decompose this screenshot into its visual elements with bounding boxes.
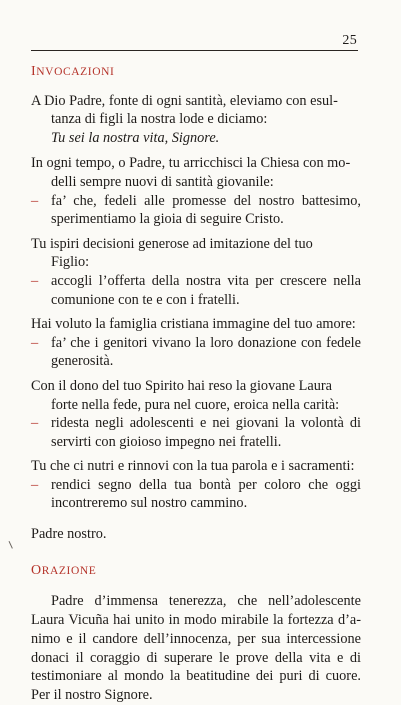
opening-line-1: A Dio Padre, fonte di ogni santità, eleviamo con esul- (31, 92, 338, 109)
orazione-heading: ORAZIONE (31, 562, 97, 578)
intro-first-line: In ogni tempo, o Padre, tu arricchisci la Chiesa con mo- (31, 155, 351, 172)
dash-marker: – (31, 334, 39, 351)
intercession-intro (31, 377, 361, 414)
petition (31, 334, 361, 371)
dash-marker: – (31, 192, 39, 209)
intercession-intro (31, 154, 361, 191)
opening-invocation (31, 92, 361, 148)
petition (31, 414, 361, 451)
invocazioni-heading: INVOCAZIONI (31, 64, 115, 79)
intercession-intro (31, 235, 361, 272)
petition-text: fa’ che i genitori vivano la loro donazione con fedele generosità. (51, 334, 361, 370)
intercession-1 (31, 154, 361, 228)
petition (31, 272, 361, 309)
intercession-3 (31, 315, 361, 371)
intro-first-line: Tu che ci nutri e rinnovi con la tua parola e i sacramenti: (31, 458, 355, 475)
intercession-intro (31, 315, 361, 334)
petition (31, 476, 361, 513)
margin-mark (9, 539, 17, 548)
dash-marker: – (31, 272, 39, 289)
intro-first-line: Hai voluto la famiglia cristiana immagine del tuo amore: (31, 316, 356, 333)
response-text: Tu sei la nostra vita, Signore. (51, 129, 220, 146)
header-rule (31, 50, 358, 51)
intro-continuation: delli sempre nuovi di santità giovanile: (51, 173, 274, 190)
closing-prayer: Padre nostro. (31, 526, 107, 543)
petition-text: rendici segno della tua bontà per coloro che oggi incontreremo sul nostro cammino. (51, 476, 361, 512)
petition-text: ridesta negli adolescenti e nei giovani la volontà di servirti con gioioso impegno nei fratelli. (51, 415, 361, 450)
intro-first-line: Con il dono del tuo Spirito hai reso la giovane Laura (31, 377, 332, 394)
petition (31, 192, 361, 229)
petition-text: fa’ che, fedeli alle promesse del nostro battesimo, sperimentiamo la gioia di seguire Cristo. (51, 192, 361, 228)
intercession-intro (31, 457, 361, 476)
intro-first-line: Tu ispiri decisioni generose ad imitazione del tuo (31, 235, 313, 252)
page-number: 25 (342, 33, 357, 48)
intercession-5 (31, 457, 361, 513)
orazione-text: Padre d’immensa tenerezza, che nell’adolescente Laura Vicuña hai unito in modo mirabile la fortezza d’a-nimo e il candore dell’innocenza, per sua intercessione donaci il coraggio di superare le prove della vita e di testimoniare al mondo la beatitudine dei puri di cuore. Per il nostro Signore. (31, 593, 361, 704)
intercession-2 (31, 235, 361, 309)
intro-continuation: forte nella fede, pura nel cuore, eroica nella carità: (51, 396, 340, 413)
intro-continuation: Figlio: (51, 254, 90, 271)
petition-text: accogli l’offerta della nostra vita per crescere nella comunione con te e con i fratelli. (51, 272, 361, 308)
page-content (31, 60, 361, 705)
dash-marker: – (31, 476, 39, 493)
intercession-4 (31, 377, 361, 451)
dash-marker: – (31, 415, 39, 432)
opening-line-2: tanza di figli la nostra lode e diciamo: (51, 111, 268, 128)
